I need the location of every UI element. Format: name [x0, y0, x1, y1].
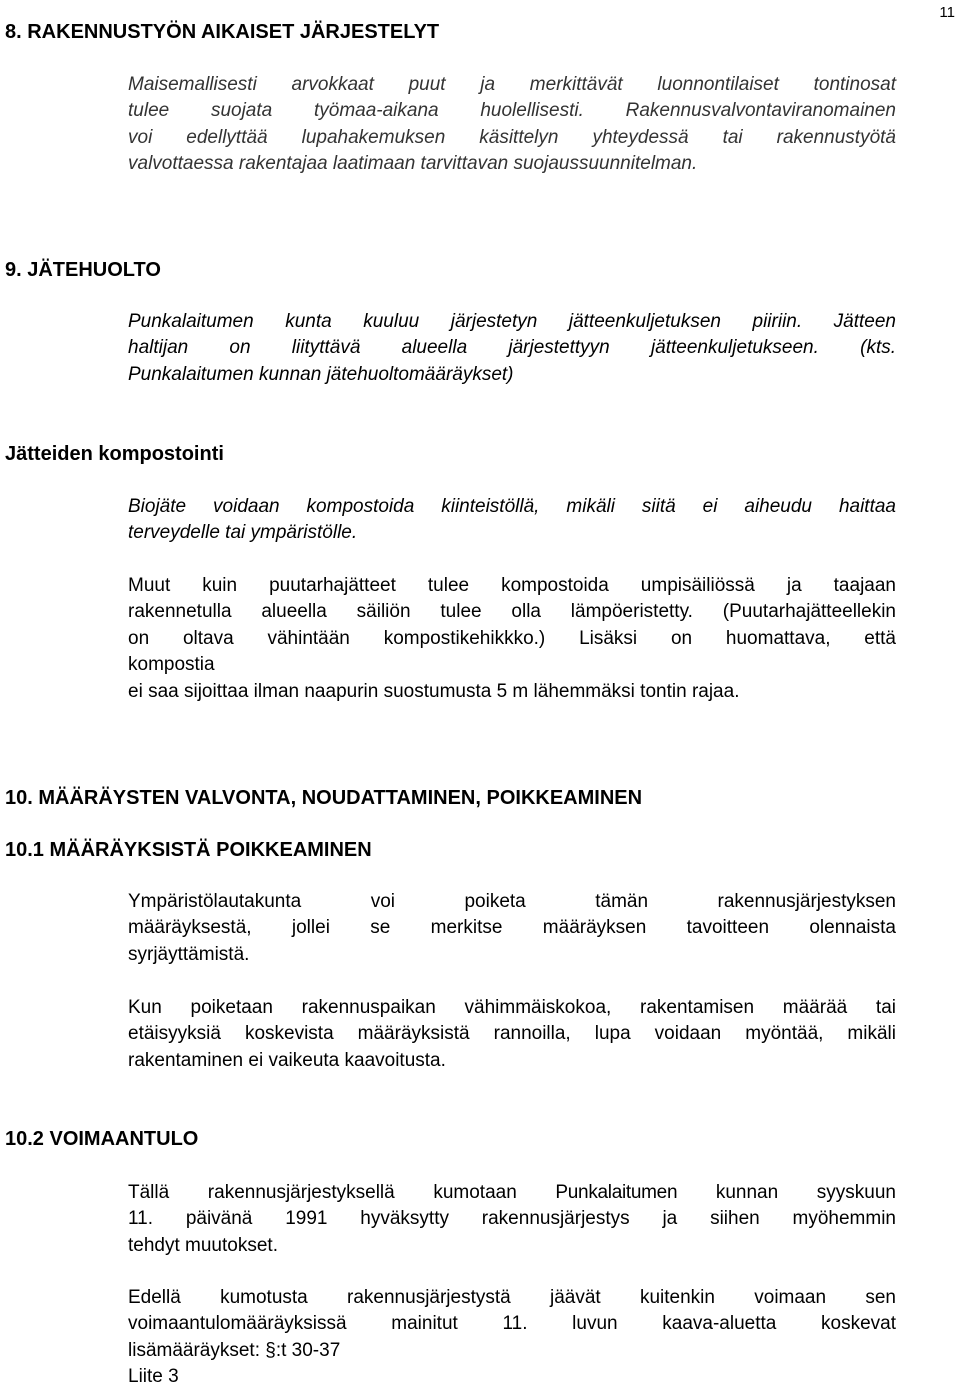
text-line: tulee suojata työmaa-aikana huolellisesti. Rakennusvalvontaviranomainen: [128, 100, 896, 122]
section-9-heading: 9. JÄTEHUOLTO: [5, 259, 161, 281]
text-line: Edellä kumotusta rakennusjärjestystä jäävät kuitenkin voimaan sen: [128, 1287, 896, 1308]
section-10-2-paragraph-1: [128, 1180, 896, 1259]
section-10-1-paragraph-2: [128, 995, 896, 1074]
text-line: rakennetulla alueella säiliön tulee olla lämpöeristetty. (Puutarhajätteellekin: [128, 601, 896, 623]
text-line: 11. päivänä 1991 hyväksytty rakennusjärjestys ja siihen myöhemmin: [128, 1208, 896, 1230]
text-line: syrjäyttämistä.: [128, 943, 250, 965]
text-line: Punkalaitumen kunta kuuluu järjestetyn jätteenkuljetuksen piiriin. Jätteen: [128, 311, 896, 332]
text-line: Kun poiketaan rakennuspaikan vähimmäiskokoa, rakentamisen määrää tai: [128, 997, 896, 1018]
section-10-heading: 10. MÄÄRÄYSTEN VALVONTA, NOUDATTAMINEN, POIKKEAMINEN: [5, 787, 643, 809]
text-line: valvottaessa rakentajaa laatimaan tarvittavan suojaussuunnitelman.: [128, 153, 698, 175]
composting-paragraph-1: [128, 494, 896, 547]
section-8-paragraph: [128, 72, 896, 178]
text-line: Muut kuin puutarhajätteet tulee kompostoida umpisäiliössä ja taajaan: [128, 575, 896, 596]
text-line: Liite 3: [128, 1366, 179, 1388]
section-8-heading: 8. RAKENNUSTYÖN AIKAISET JÄRJESTELYT: [5, 21, 440, 43]
text-line: haltijan on liityttävä alueella järjestettyyn jätteenkuljetukseen. (kts.: [128, 337, 896, 359]
text-line: ei saa sijoittaa ilman naapurin suostumusta 5 m lähemmäksi tontin rajaa.: [128, 680, 740, 702]
text-line: on oltava vähintään kompostikehikkko.) Lisäksi on huomattava, että: [128, 627, 896, 649]
section-10-1-heading: 10.1 MÄÄRÄYKSISTÄ POIKKEAMINEN: [5, 839, 372, 861]
text-line: voimaantulomääräyksissä mainitut 11. luvun kaava-aluetta koskevat: [128, 1313, 896, 1335]
text-line: Punkalaitumen kunnan jätehuoltomääräykset): [128, 363, 514, 385]
emphasized-municipality-name: Punkalaitumen: [555, 1182, 678, 1203]
text-line: Biojäte voidaan kompostoida kiinteistöllä, mikäli siitä ei aiheudu haittaa: [128, 496, 896, 517]
text-line: terveydelle tai ympäristölle.: [128, 522, 358, 544]
text-line: lisämääräykset: §:t 30-37: [128, 1339, 341, 1361]
text-line: [128, 1180, 896, 1206]
text-fragment: Tällä rakennusjärjestyksellä kumotaan: [128, 1182, 517, 1203]
text-line: Ympäristölautakunta voi poiketa tämän rakennusjärjestyksen: [128, 891, 896, 912]
text-line: voi edellyttää lupahakemuksen käsittelyn yhteydessä tai rakennustyötä: [128, 126, 896, 148]
composting-paragraph-2: [128, 573, 896, 705]
text-line: kompostia: [128, 654, 215, 676]
text-line: etäisyyksiä koskevista määräyksistä rannoilla, lupa voidaan myöntää, mikäli: [128, 1023, 896, 1045]
section-9-paragraph: [128, 309, 896, 388]
text-line: Maisemallisesti arvokkaat puut ja merkittävät luonnontilaiset tontinosat: [128, 74, 896, 95]
composting-heading: Jätteiden kompostointi: [5, 443, 224, 465]
text-line: määräyksestä, jollei se merkitse määräyksen tavoitteen olennaista: [128, 917, 896, 939]
section-10-2-paragraph-2: [128, 1285, 896, 1391]
text-fragment: kunnan syyskuun: [715, 1182, 896, 1203]
text-line: tehdyt muutokset.: [128, 1234, 278, 1256]
section-10-1-paragraph-1: [128, 889, 896, 968]
text-line: rakentaminen ei vaikeuta kaavoitusta.: [128, 1049, 446, 1071]
section-10-2-heading: 10.2 VOIMAANTULO: [5, 1128, 199, 1150]
page-number: 11: [939, 4, 955, 21]
